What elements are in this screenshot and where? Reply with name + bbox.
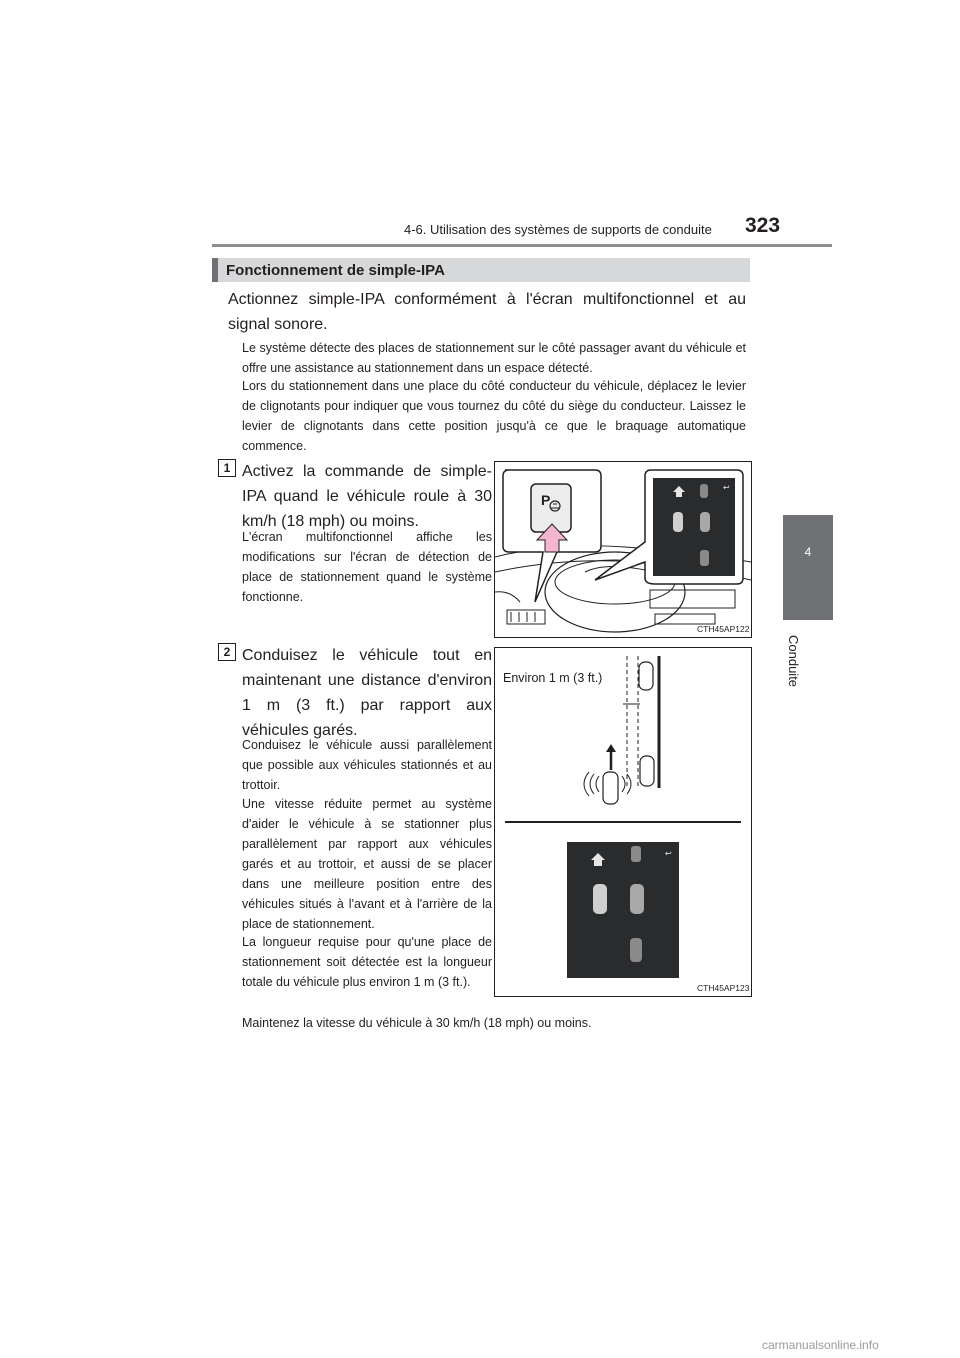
page-number: 323 (745, 214, 781, 237)
step-1-text: Activez la commande de simple-IPA quand le véhicule roule à 30 km/h (18 mph) ou moins. (242, 463, 492, 530)
svg-text:↩: ↩ (723, 483, 730, 492)
figure-parking-distance (494, 647, 752, 997)
running-header-section: 4-6. Utilisation des systèmes de supports de conduite (404, 222, 712, 237)
chapter-tab-label-text: Conduite (786, 635, 801, 688)
parking-illustration (495, 648, 751, 996)
step-number-2: 2 (218, 643, 236, 661)
chapter-tab (783, 515, 833, 620)
svg-text:P: P (541, 492, 551, 508)
section-heading-bar (212, 258, 750, 282)
note-paragraph: Lors du stationnement dans une place du côté conducteur du véhicule, déplacez le levier de clignotants pour indiquer que vous tournez du côté du siège du conducteur. Laissez le levier de clignotants dans cette position jusqu'à ce que le braquage automatique commence. (242, 379, 746, 453)
section-title: Fonctionnement de simple-IPA (226, 262, 445, 279)
header-rule (212, 244, 832, 247)
step-2-text: Conduisez le véhicule tout en maintenant une distance d'environ 1 m (3 ft.) par rapport aux véhicules garés. (242, 647, 492, 739)
intro-paragraph: Actionnez simple-IPA conformément à l'écran multifonctionnel et au signal sonore. (228, 291, 746, 333)
step-2-note: Conduisez le véhicule aussi parallèlement que possible aux véhicules stationnés et au trottoir. (242, 738, 492, 792)
note-paragraph: Le système détecte des places de stationnement sur le côté passager avant du véhicule et offre une assistance au stationnement dans un espace détecté. (242, 341, 746, 375)
svg-text:↩: ↩ (665, 849, 672, 858)
figure-2-code: CTH45AP123 (697, 983, 750, 993)
figure-1-code: CTH45AP122 (697, 624, 750, 634)
step-1-note: L'écran multifonctionnel affiche les modifications sur l'écran de détection de place de stationnement quand le système fonctionne. (242, 530, 492, 604)
watermark: carmanualsonline.info (762, 1338, 879, 1352)
figure-dashboard-switch (494, 461, 752, 638)
chapter-tab-label (771, 635, 821, 705)
dashboard-illustration (495, 462, 751, 637)
chapter-tab-number: 4 (804, 545, 812, 559)
final-instruction: Maintenez la vitesse du véhicule à 30 km/h (18 mph) ou moins. (242, 1016, 592, 1030)
step-2-note: Une vitesse réduite permet au système d'aider le véhicule à se stationner plus parallèlement par rapport aux véhicules garés et au trottoir, et aussi de se placer dans une meilleure position entre des véhicules situés à l'avant et à l'arrière de la place de stationnement. (242, 797, 492, 931)
section-heading-accent (212, 258, 218, 282)
step-2-note: La longueur requise pour qu'une place de stationnement soit détectée est la longueur totale du véhicule plus environ 1 m (3 ft.). (242, 935, 492, 989)
distance-label: Environ 1 m (3 ft.) (503, 671, 603, 685)
step-number-1: 1 (218, 459, 236, 477)
